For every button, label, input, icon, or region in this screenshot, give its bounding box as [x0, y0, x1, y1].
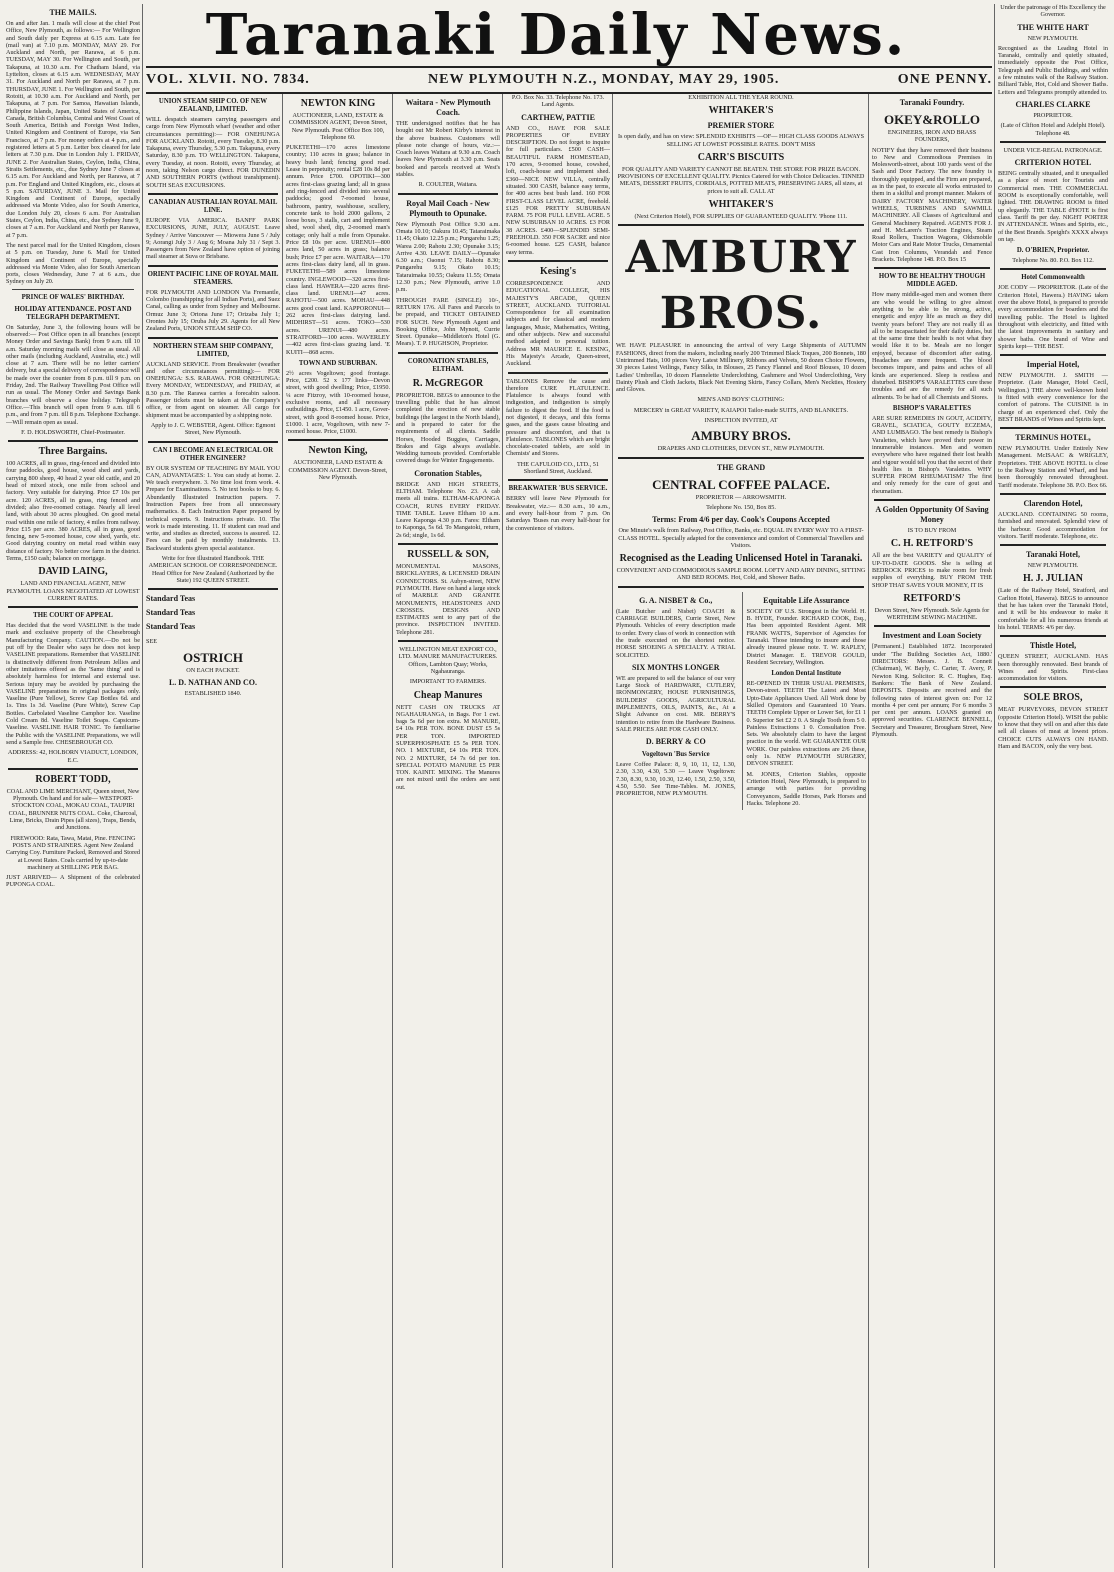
laing-heading: DAVID LAING, [38, 566, 108, 578]
dental-heading: London Dental Institute [771, 670, 842, 678]
carthew-heading: CARTHEW, PATTIE [521, 112, 595, 122]
appeal-text: Has decided that the word VASELINE is the trade mark and exclusive property of the Chesebrough Manufacturing Company. CAUTION.—Do not be put off by the Dealer who says he does not keep VASELINE preparations. Remember that VASELINE is distinctively different from Petroleum Jellies and other imitations offered as the 'Same thing' and is absolutely harmless for internal and external use. Serious injury may be avoided by purchasing the VASELINE preparations in original packages only. Vaseline (Pure Yellow), Screw Cap Bottles 6d. and 1s. Tins 1s 3d. Vaseline (Pure White), Screw Cap Bottles. Carbolated Vaseline Camphor Ice. Vaseline Cold Cream 8d. Vaseline Toilet Soaps. Capsicum-Vaseline. VASELINE HAIR TONIC. To familiarise the Public with the VASELINE Preparations, we will send a Sample free. CHESEBROUGH CO. [6, 622, 140, 746]
newton-foot-text: AUCTIONEER, LAND ESTATE & COMMISSION AGENT. Devon-Street, New Plymouth. [288, 459, 388, 482]
kesings-heading: Kesing's [539, 265, 577, 277]
bargains-text: 100 ACRES, all in grass, ring-fenced and divided into four paddocks, good house, wood shed and yards, carrying 800 sheep, 40 head 2 year old cattle, and 20 head of mixed stock, one mile from school and factory. Very suitable for dairying. Price £7 10s per acre. 120 ACRES, all in grass, ring fenced and divided; also five-roomed cottage. Nearly all level land, with about 30 acres ploughed. On good metal road within one mile of factory, 4 miles from railway. Price £15 per acre. 380 ACRES, all in grass, good fencing, new 5-roomed house, cow shed, yards, etc. Good dairying country on metal road within easy distance of factory. No better cow farm in the district. Terms, £150 cash; balance on mortgage. [6, 460, 140, 562]
equitable-text: SOCIETY OF U.S. Strongest in the World. H. B. HYDE, Founder. RICHARD COOK, Esq., Has been appointed Resident Agent. MR FRANK WATTS, Supervisor of Agencies for Taranaki. Those intending to insure and those already insured please note. T. W. RAPLEY, District Manager. E. TREVOR GOULD, Resident Secretary, Wellington. [746, 607, 866, 666]
teas-line-3: Standard Teas [146, 622, 196, 632]
central-telephone: Telephone No. 150, Box 85. [706, 503, 776, 511]
retford-text: All are the best VARIETY and QUALITY of UP-TO-DATE GOODS. She is selling at BEDROCK PRICES to make room for fresh supplies of everything. BUY FROM THE SHOP THAT SAVES YOUR MONEY, IT IS [872, 552, 992, 589]
masthead [146, 4, 966, 66]
thistle-heading: Thistle Hotel, [1029, 641, 1077, 651]
coronation1-heading: CORONATION STABLES, ELTHAM. [407, 357, 489, 373]
thistle-text: QUEEN STREET, AUCKLAND. HAS been thoroughly renovated. Best brands of Wines and Spirits. First-class accommodation for visitors. [998, 653, 1108, 683]
russell-text: MONUMENTAL MASONS, BRICKLAYERS, & LICENSED DRAIN CONNECTORS. St. Aubyn-street, NEW PLYMOUTH. Have on hand a large stock of MARBLE AND GRANITE MONUMENTS, HEADSTONES AND CROSSES. DESIGNS AND ESTIMATES sent to any part of the province. INSPECTION INVITED. Telephone 281. [396, 563, 500, 636]
recognised-text: CONVENIENT AND COMMODIOUS SAMPLE ROOM. LOFTY AND AIRY DINING, SITTING AND BED ROOMS. Hot, Cold, and Shower Baths. [616, 567, 866, 582]
bishop-text: ARE SURE REMEDIES IN GOUT, ACIDITY, GRAVEL, SCIATICA, GOUTY ECZEMA, AND LUMBAGO. The best remedy is Bishop's Varalettes, which have proved their power in innumerable instances. Men and women everywhere who have regained their lost health and vigour would tell you that the secret of their health lies in Bishop's Varalettes. WHY SUFFER FROM RHEUMATISM? The first and only remedy for the cure of gout and rheumatism. [872, 414, 992, 495]
whitehart-heading: THE WHITE HART [1017, 22, 1089, 32]
canadian-heading: CANADIAN AUSTRALIAN ROYAL MAIL LINE. [148, 198, 278, 214]
column-4 [396, 94, 500, 1568]
russell-heading: RUSSELL & SON, [407, 549, 489, 561]
coronation2-text: BRIDGE AND HIGH STREETS, ELTHAM. Telephone No. 23. A cab meets all trains. ELTHAM-KAPONGA COACH, RUNS EVERY FRIDAY. TIME TABLE. Leave Eltham 10 a.m. Leave Kaponga 4.30 p.m. Fares: Eltham to Kaponga, 5s 6d. To Mangatoki, return, 2s 6d; single, 1s 6d. [396, 480, 500, 539]
vogeltown-heading: Vogeltown 'Bus Service [641, 751, 710, 759]
nisbet-text: (Late Butcher and Nisbet) COACH & CARRIAGE BUILDERS, Currie Street, New Plymouth. Vehicles of every description made to order. Every class of work in connection with the trade executed on the shortest notice. HORSE SHOEING A SPECIALTY. A TRIAL SOLICITED. [616, 607, 736, 659]
nathan-heading: L. D. NATHAN AND CO. [168, 677, 258, 687]
wellington-meat-text: WELLINGTON MEAT EXPORT CO., LTD. MANURE MANUFACTURERS. Offices, Lambton Quay; Works, Ngahauranga. [398, 646, 498, 675]
imperial-heading: Imperial Hotel, [1026, 360, 1080, 370]
ics-text: Write for free illustrated Handbook. THE AMERICAN SCHOOL OF CORRESPONDENCE. Head Office for New Zealand (Authorized by the State) 192 QUEEN STREET. [148, 555, 278, 584]
equitable-heading: Equitable Life Assurance [763, 595, 850, 605]
manures-heading: Cheap Manures [413, 689, 483, 701]
parcel-notice-text: The next parcel mail for the United Kingdom, closes at 5 p.m. on Tuesday, June 6. Mail for United Kingdom and Continent of Europe, specially addressed via Monte Video, also for South American ports, closes Wednesday, June 7 at 6 a.m., due Sydney on July 20. [6, 241, 140, 286]
ussco-heading: UNION STEAM SHIP CO. OF NEW ZEALAND, LIMITED. [158, 98, 268, 113]
mcgregor-text: PROPRIETOR. BEGS to announce to the travelling public that he has almost completed the erection of new stable buildings (the largest in the North Island), and is prepared to cater for the requirements of all clients. Saddle Horses, Hooded Buggies, Carriages, Brakes and Gigs always available. Wedding turnouts provided. Comfortable covered drags for Winter Engagements. [396, 391, 500, 465]
healthy-text: How many middle-aged men and women there are who would be willing to give almost anything to be able to be strong, active, energetic and enjoy life as much as they did twenty years before! They are not really ill as all to be incapacitated for their daily duties, but at the same time their health is not what they would like it to be. Meals are no longer enjoyed, because of discomfort after eating. Headaches are more frequent. The blood becomes impure, and pains and aches of all kinds are experienced. Sleep is restless and disturbed. BISHOP'S VARALETTES cure these troubles and are the remedy for all such ailments. To be had of all Chemists and Stores. [872, 291, 992, 401]
northern-text: AUCKLAND SERVICE. From Breakwater (weather and other circumstances permitting):— FOR ONEHUNGA: S.S. RARAWA. FOR ONEHUNGA: Every MONDAY, WEDNESDAY, and FRIDAY, at 8.30 p.m. The Rarawa carries a forecabin saloon. Passenger tickets must be taken at the Company's office, or from agent on steamer. All cargo for shipment must be accompanied by a shipping note. [146, 360, 280, 419]
newspaper-page [6, 4, 1108, 1568]
criterion-heading: CRITERION HOTEL [1014, 158, 1092, 168]
golden-sub: IS TO BUY FROM [907, 527, 957, 535]
webster-text: Apply to J. C. WEBSTER, Agent. Office: Egmont Street, New Plymouth. [150, 421, 276, 437]
opunake-text: New Plymouth Post Office 9.30 a.m. Omata 10.10; Oakura 10.45; Tataraimaka 11.45; Okato 12.25 p.m.; Pungarehu 1.25; Warea 2.00; Rahotu 2.30; Opunake 3.15; Arrive 4.30. LEAVE DAILY—Opunake 6.30 a.m.; Oaonui 7.15; Rahotu 8.30; Pungarehu 9.15; Okato 10.15; Tataraimaka 10.55; Oakura 11.55; Omata 12.30 p.m.; New Plymouth, arrive 1.0 p.m. [396, 220, 500, 294]
column-3 [286, 94, 390, 1568]
okey-sub: ENGINEERS, IRON AND BRASS FOUNDERS, [887, 129, 977, 144]
investment-text: [Permanent.] Established 1872. Incorporated under 'The Building Societies Act, 1880.' DIRECTORS: Messrs. J. B. Connett (Chairman), W. Bayly, C. Carter, T. Avery, P. Newton King. Solicitor: R. C. Hughes, Esq. Bankers: The Bank of New Zealand. DEPOSITS. Deposits are received and the following rates of interest given on: For 12 months 4 per cent per annum; For 6 months 3 per cent per annum. LOANS granted on approved securities. CLARENCE BENNELL, Secretary and Treasurer, Brougham Street, New Plymouth. [872, 643, 992, 738]
todd-text: COAL AND LIME MERCHANT, Queen street, New Plymouth. On hand and for sale— WESTPORT-STOCKTON COAL, MOKAU COAL, TAUPIRI COAL, BRUNNER NUTS COAL. Coke, Charcoal, Lime, Bricks, Drain Pipes (all sizes), Traps, Bends, and Junctions. [6, 787, 140, 832]
ostrich-see: SEE [146, 638, 158, 646]
holiday-text: On Saturday, June 3, the following hours will be observed:— Post Office open in all branches (except Money Order and Savings Bank) from 9 a.m. till 10 a.m. Saturday morning mails will close as usual. All other mails (including Auckland, Australia, etc.) will close at 7 a.m. There will be no letter carriers' delivery, but a special delivery of correspondence will be made over the counter from 8 p.m. till 9 p.m. on Friday, 2nd. The Railway Travelling Post Office will run as usual. The Money Order and Savings Bank branches will observe a close holiday. Telegraph Office.—This branch will open from 9 a.m. till 6 p.m., and from 7 p.m. till 8 p.m. Telephone Exchange.—Will remain open as usual. [6, 323, 140, 426]
coach-text: THE undersigned notifies that he has bought out Mr Robert Kirby's interest in the above business. Customers will please note change of hours, viz.:— Coach leaves Waitara at 9.30 a.m. Coach leaves New Plymouth at 3.30 p.m. Seats booked and parcels received at West's stables. [396, 120, 500, 179]
column-5 [506, 94, 610, 1568]
retford-heading: C. H. RETFORD'S [890, 538, 974, 550]
birthday-heading: PRINCE OF WALES' BIRTHDAY. [21, 293, 125, 301]
central-heading: CENTRAL COFFEE PALACE. [652, 476, 830, 492]
manures-pre: IMPORTANT TO FARMERS. [409, 678, 487, 686]
terminus-heading: TERMINUS HOTEL, [1015, 433, 1091, 443]
column-1 [6, 4, 140, 1568]
mjones-text: M. JONES, Criterion Stables, opposite Criterion Hotel, New Plymouth, is prepared to arrange with parties for providing Conveyances, Saddle Horses, Park Horses and Hacks. Telephone 20. [746, 770, 866, 807]
taranaki-hotel-heading: Taranaki Hotel, [1026, 550, 1080, 560]
dateline-bar [146, 66, 992, 94]
sole-text: MEAT PURVEYORS, DEVON STREET (opposite Criterion Hotel). WISH the public to know that they will on and after this date sell all classes of meat at lowest prices. CHOICE CUTS ALWAYS ON HAND. Ham and BACON, only the very best. [998, 706, 1108, 750]
six-months-text: WE are prepared to sell the balance of our very Large Stock of HARDWARE, CUTLERY, IRONMONGERY, HOUSE FURNISHINGS, BUILDERS' GOODS, AGRICULTURAL IMPLEMENTS, OILS, PAINTS, &c., At a Slight Advance on cost. MR. BERRY'S intention to retire from the Hardware Business. SALE PRICES ARE FOR CASH ONLY. [616, 674, 736, 733]
todd-heading: ROBERT TODD, [35, 773, 111, 785]
vogeltown-text: Leave Coffee Palace: 8, 9, 10, 11, 12, 1.30, 2.30, 3.30, 4.30, 5.30 — Leave Vogeltown: 7.30, 8.30, 9.30, 10.30, 12.40, 1.50, 2.50, 3.50, 4.50, 5.50. See Time-Tables. M. JONES, PROPRIETOR, NEW PLYMOUTH. [616, 761, 736, 798]
firewood-text: FIREWOOD: Rata, Tawa, Matai, Pine. FENCING POSTS AND STRAINERS. Agent New Zealand Carrying Coy. Furniture Packed, Removed and Stored at Lowest Rates. Coals carried by up-to-date machinery at SHILLING PER BAG. [6, 834, 140, 871]
clarendon-heading: Clarendon Hotel, [1023, 498, 1083, 508]
ambury-text: WE HAVE PLEASURE in announcing the arrival of very Large Shipments of AUTUMN FASHIONS, direct from the makers, including nearly 200 Trimmed Black Toques, 200 Bonnets, 180 Untrimmed Hats, 100 pieces Very Latest Millinery, Ribbons and Velvets, 50 dozen Choice Flowers, 30 pieces Latest Veilings, Fancy Silks, in Blouses, 25 Fancy Flannel and Roof Blouses, 10 dozen Ladies' Umbrellas, 10 dozen Flannelette Underclothing, Cashmere and Wool Underclothing, Very Dainty Plush and Cloth Jackets, Black Net Evening Skirts, Fancy Collars, Men's Neckties, Hosiery and Gloves. [616, 342, 866, 394]
healthy-heading: HOW TO BE HEALTHY THOUGH MIDDLE AGED. [878, 273, 986, 289]
terminus-text: NEW PLYMOUTH. Under Entirely New Management. McISAAC & WRIGLEY, Proprietors. THE ABOVE HOTEL is close to the Railway Station and Wharf, and has been thoroughly renovated throughout. Tariff moderate. Telephone 38. P.O. Box 66. [998, 445, 1108, 489]
exhibition-line: EXHIBITION ALL THE YEAR ROUND. [688, 94, 794, 101]
retford2-text: Devon Street, New Plymouth. Sole Agents for WERTHEIM SEWING MACHINE. [874, 606, 990, 622]
electrical-heading: CAN I BECOME AN ELECTRICAL OR OTHER ENGINEER? [152, 446, 274, 462]
carrs-heading: CARR'S BISCUITS [697, 151, 785, 163]
opunake-heading: Royal Mail Coach - New Plymouth to Opunake. [406, 198, 490, 218]
mens-line: MEN'S AND BOYS' CLOTHING: [697, 396, 785, 404]
publication-date: NEW PLYMOUTH N.Z., MONDAY, MAY 29, 1905. [428, 72, 780, 87]
coronation2-heading: Coronation Stables, [414, 468, 482, 478]
imperial-text: NEW PLYMOUTH. J. SMITH — Proprietor. (Late Manager, Hotel Cecil, Wellington.) THE above well-known hotel is fitted with every convenience for the comfort of patrons. The CUISINE is in charge of an experienced chef. Only the BEST BRANDS of Wines and Spirits kept. [998, 372, 1108, 423]
whitakers2-heading: WHITAKER'S [708, 199, 774, 211]
nisbet-heading: G. A. NISBET & Co., [639, 595, 713, 605]
clarke-heading: CHARLES CLARKE [1015, 99, 1091, 109]
commonwealth-heading: Hotel Commonwealth [1021, 274, 1085, 282]
whitakers-text: Is open daily, and has on view: SPLENDID EXHIBITS —OF— HIGH CLASS GOODS ALWAYS SELLING AT LOWEST POSSIBLE RATES. DON'T MISS [617, 133, 865, 148]
central-text: One Minute's walk from Railway, Post Office, Banks, etc. EQUAL IN EVERY WAY TO A FIRST-CLASS HOTEL. Specially adapted for the convenience and comfort of Commercial Travellers and Visitors. [618, 527, 864, 549]
laing-text: LAND AND FINANCIAL AGENT, NEW PLYMOUTH. LOANS NEGOTIATED AT LOWEST CURRENT RATES. [6, 580, 140, 602]
teas-line-1: Standard Teas [146, 594, 196, 604]
breakwater-text: BERRY will leave New Plymouth for Breakwater, viz.:— 8.30 a.m., 10 a.m., and every half-hour from 7 p.m. On Saturdays 'Buses run every half-hour for the convenience of visitors. [506, 495, 610, 532]
holiday-heading: HOLIDAY ATTENDANCE. POST AND TELEGRAPH DEPARTMENT. [14, 305, 132, 321]
column-8 [998, 4, 1108, 1568]
bargains-heading: Three Bargains. [38, 446, 108, 458]
town-heading: TOWN AND SUBURBAN. [298, 359, 378, 367]
carrs-text: FOR QUALITY AND VARIETY CANNOT BE BEATEN. THE STORE FOR PRIZE BACON. PROVISIONS OF EXCELLENT QUALITY. Picnics Catered for with Choice Delicacies. TINNED MEATS, DESSERT FRUITS, CORDIALS, POTTED MEATS, PRESERVING JARS, all sizes, at prices to suit all. CALL AT [617, 165, 865, 195]
commonwealth-text: JOE CODY — PROPRIETOR. (Late of the Criterion Hotel, Hawera.) HAVING taken over the above Hotel, is prepared to provide every accommodation for boarders and the travelling public. The Hotel is lighted throughout with electricity, and fitted with the latest improvements in sanitary and shower baths. One brand of Wine and Spirits kept— THE BEST. [998, 284, 1108, 350]
golden-heading: A Golden Opportunity Of Saving Money [875, 505, 989, 525]
six-months-heading: SIX MONTHS LONGER [631, 662, 720, 672]
nathan-sub: ESTABLISHED 1840. [184, 689, 242, 697]
arrived-text: JUST ARRIVED— A Shipment of the celebrated PUPONGA COAL. [6, 874, 140, 889]
clarendon-text: AUCKLAND. CONTAINING 50 rooms, furnished and renovated. Splendid view of the harbour. Good accommodation for visitors. Tariff moderate. Telephone, etc. [998, 510, 1108, 540]
criterion-pre: UNDER VICE-REGAL PATRONAGE. [1003, 146, 1103, 154]
grand-heading: THE GRAND [716, 462, 766, 472]
holiday-signature: F. D. HOLDSWORTH, Chief-Postmaster. [21, 428, 125, 436]
town-text: 2½ acres Vogeltown; good frontage. Price, £200. 52 x 177 links—Devon street, with good dwelling; Price, £1950. ¼ acre Fitzroy, with 10-roomed house, exclusive rooms, and all necessary outbuildings. Price, £1450. 1 acre, Gover-street, with good 8-roomed house. Price, £1000. 1 acre, Vogeltown, with new 7-roomed house. Price, £1000. [286, 369, 390, 436]
terms-line: Terms: From 4/6 per day. Cook's Coupons Accepted [652, 515, 830, 525]
clarke-sub: PROPRIETOR. [1033, 111, 1073, 119]
electrical-text: BY OUR SYSTEM OF TEACHING BY MAIL YOU CAN, ADVANTAGES: 1. You can study at home. 2. We teach everywhere. 3. No time lost from work. 4. Prepare for Examinations. 5. No text books to buy. 6. Abundantly Illustrated Instruction papers. 7. Instruction Papers free from all unnecessary mathematics. 8. Each Instruction Paper prepared by technical experts. 9. Instructions private. 10. The work is made interesting. 11. If student can read and write, and studies as directed, success is assured. 12. Fees can be paid by monthly instalments. 13. Backward students given special assistance. [146, 464, 280, 552]
bishop-heading: BISHOP'S VARALETTES [892, 404, 972, 412]
whitehart-text: Recognised as the Leading Hotel in Taranaki, centrally and quietly situated, immediately opposite the Post Office, Telegraph and Public Buildings, and within a few minutes walk of the Railway Station. Billiard Table, Hot, Cold and Shower Baths. Letters and Telegrams promptly attended to. [998, 44, 1108, 96]
volume-number: VOL. XLVII. NO. 7834. [146, 72, 310, 87]
recognised-heading: Recognised as the Leading Unlicensed Hotel in Taranaki. [619, 553, 863, 565]
investment-heading: Investment and Loan Society [882, 631, 982, 641]
julian-text: (Late of the Railway Hotel, Stratford, and Carlton Hotel, Hawera). BEGS to announce that he has taken over the Taranaki Hotel, and it will be his endeavour to make it comfortable for all his numerous friends at his hotel. TERMS: 4/6 per day. [998, 587, 1108, 631]
whitehart-sub: NEW PLYMOUTH. [1027, 34, 1079, 42]
cafuloid-text: THE CAFULOID CO., LTD., 51 Shortland Street, Auckland. [517, 460, 599, 476]
whitakers-heading: WHITAKER'S [708, 105, 774, 117]
mcgregor-heading: R. McGREGOR [412, 377, 484, 389]
column-7 [872, 94, 992, 1568]
central-proprietor: PROPRIETOR — ARROWSMITH. [695, 493, 787, 501]
ostrich-heading: OSTRICH [183, 649, 243, 665]
foundry-heading: Taranaki Foundry. [899, 98, 965, 107]
breakwater-heading: BREAKWATER 'BUS SERVICE. [508, 485, 608, 493]
coach-sign: R. COULTER, Waitara. [418, 181, 478, 189]
dental-text: RE-OPENED IN THEIR USUAL PREMISES, Devon-street. TEETH The Latest and Most Upto-Date Appliances Used. All Work done by Skilled Operators and Guaranteed 10 Years. TEETH Complete Upper or Lower Set, for £1 1 0. Superior Set £2 2 0. A Single Tooth from 5 0. Painless Extractions 1 0. Consultation Free. Sets. We absolutely claim to have the largest practice in the world. WE GUARANTEE OUR WORK. Our painless extractions are 2/6 these, only 1s. NEW PLYMOUTH SURGERY, DEVON STREET. [746, 680, 866, 768]
northern-heading: NORTHERN STEAM SHIP COMPANY, LIMITED, [153, 342, 273, 358]
inspection-line: INSPECTION INVITED, AT [704, 417, 778, 425]
coach-heading: Waitara - New Plymouth Coach. [405, 98, 491, 117]
price: ONE PENNY. [897, 72, 992, 87]
mails-heading: THE MAILS. [49, 8, 97, 17]
orient-heading: ORIENT PACIFIC LINE OF ROYAL MAIL STEAMERS. [147, 270, 279, 286]
retford2-heading: RETFORD'S [903, 592, 961, 604]
newton-listings: PUKETETHI—170 acres limestone country; 110 acres in grass; balance in heavy bush land; fencing good road. Lease in perpetuity; rental £28 10s 8d per annum. Price £700. OPOTIKI—300 acres first-class grazing land; all in grass and ring-fenced and divided into several paddocks; good 7-roomed house, bathroom, pantry, washhouse, scullery, concrete tank to hold 2000 gallons, 2 loose boxes, 3 stalls, cart and implement shed, wool shed, dip, 2-roomed man's cottage; only half a mile from Opunake. Price £8 10s per acre. URENUI—800 acres land, 50 acres in grass; balance bush; Price £7 per acre. WAITARA—170 acres first-class dairy land, all in grass. FUKETETHI—589 acres limestone country. INGLEWOOD—320 acres first-class land. HAWERA—220 acres first-class land. URENUI—47 acres. RAHOTU—500 acres. MOHAU—448 acres good coast land. KAPPORONUI—262 acres first-class dairying land. MIDHIRST—51 acres. TOKO—530 acres. URENUI—480 acres. STRATFORD—100 acres. WAVERLEY—402 acres first-class grazing land. 'E KUITI—868 acres. [286, 144, 390, 356]
teas-line-2: Standard Teas [146, 608, 196, 618]
obrien-sub: Telephone No. 80. P.O. Box 112. [1012, 257, 1094, 265]
carthew-pre: P.O. Box No. 33. Telephone No. 173. Land Agents. [511, 94, 605, 109]
ambury2-text: DRAPERS AND CLOTHIERS, DEVON ST., NEW PLYMOUTH. [657, 445, 825, 453]
newton-text: AUCTIONEER, LAND, ESTATE & COMMISSION AGENT, Devon Street, New Plymouth. Post Office Box 100, Telephone 60. [288, 112, 388, 141]
kesings-text: CORRESPONDENCE AND EDUCATIONAL COLLEGE, HIS MAJESTY'S ARCADE, QUEEN STREET, AUCKLAND. TUITORIAL Correspondence for all examination subjects and for classical and modern languages, Music, Mathematics, Writing, and other subjects. New and successful method adapted to personal tuition. Address MR MAURICE E. KESING, His Majesty's Arcade, Queen-street, Auckland. [506, 279, 610, 368]
ambury2-heading: AMBURY BROS. [691, 428, 791, 444]
masthead-title: Taranaki Daily News. [205, 2, 907, 68]
mercery-line: MERCERY in GREAT VARIETY, KAIAPOI Tailor-made SUITS, AND BLANKETS. [633, 406, 849, 414]
ussco-text: WILL despatch steamers carrying passengers and cargo from New Plymouth wharf (weather and other circumstances permitting):— FOR ONEHUNGA FOR AUCKLAND. Rotoiti, every Tuesday, 8.30 p.m. Takapuna, every Thursday, 5.30 p.m. Takapuna, every Saturday, 8.30 p.m. TO WELLINGTON. Takapuna, every Tuesday, at noon. Rotoiti, every Thursday, at noon, taking Nelson cargo direct. FOR DUNEDIN AND SOUTHERN PORTS (without transhipment). SOUTH SEAS EXCURSIONS. [146, 116, 280, 189]
through-text: THROUGH FARE (SINGLE) 10/-, RETURN 17/6. All Fares and Parcels to be prepaid, and TICKET OBTAINED FOR SUCH. New Plymouth Agent and Booking Office, John Mynott, Currie Street. Opunake—Middleton's Hotel (G. Mears). T. P. HUGHSON, Proprietor. [396, 296, 500, 348]
okey-heading: OKEY&ROLLO [883, 112, 981, 127]
ambury-banner: AMBURY BROS. [625, 232, 857, 340]
whitakers-sub: PREMIER STORE [707, 121, 775, 131]
manures-text: NETT CASH ON TRUCKS AT NGAHAURANGA, in Bags. For 1 cwt. bags 5s 6d per ton extra. M MANURE, £4 10s PER TON. BONE DUST £5 5s PER TON. IMPORTED SUPERPHOSPHATE £5 5s PER TON. NO. 1 MIXTURE, £4 10s PER TON. NO. 2 MIXTURE, £4 7s 6d per ton. SPECIAL POTATO MANURE £5 PER TON. KAINIT. MIXING. The Manures are not mixed until the orders are sent out. [396, 703, 500, 791]
column-2 [146, 94, 280, 1568]
taranaki-hotel-sub: NEW PLYMOUTH. [1027, 562, 1079, 570]
criterion-text: BEING centrally situated, and it unequalled as a place of resort for Tourists and Commercial men. THE COMMERCIAL ROOM is exceptionally comfortable, well lighted. THE DRAWING ROOM is fitted up elegantly. THE TABLE d'HOTE is first class. Tariff 8s per day. NIGHT PORTER IN ATTENDANCE. Wines and Spirits, etc., of the Best Brands. Speight's XXXX always on tap. [998, 170, 1108, 243]
appeal-heading: THE COURT OF APPEAL [33, 612, 113, 620]
clarke-text: (Late of Clifton Hotel and Adelphi Hotel). Telephone 48. [1000, 122, 1106, 137]
column-6 [616, 94, 866, 1568]
sole-heading: SOLE BROS, [1023, 692, 1083, 704]
carthew-text: AND CO., HAVE FOR SALE PROPERTIES OF EVERY DESCRIPTION. Do not forget to inquire for full particulars. £500 CASH—BEAUTIFUL FARM HOMESTEAD, 170 acres, 9-roomed house, cowshed, loft, coach-house and implement shed. £360—NICE NEW VILLA, centrally situated. 300 CASH, balance easy terms, for 400 acres best bush land. 160 FOR FIRST-CLASS LEVEL ACRE, freehold. £125 FOR PRETTY SUBURBAN FARM. 75 FOR FULL LEVEL ACRE. 5 NEW SUBURBAN 10 ACRES. £3 FOR 38 ACRES. £400—SPLENDID SEMI-FREEHOLD. 350 FOR SACRE and nice 6-roomed house. £25 CASH, balance easy terms. [506, 124, 610, 256]
julian-heading: H. J. JULIAN [1022, 573, 1083, 585]
patronage-text: Under the patronage of His Excellency the Governor. [1000, 4, 1106, 19]
newton-heading: NEWTON KING [300, 98, 376, 109]
newton-foot-heading: Newton King, [308, 445, 368, 457]
obrien-heading: D. O'BRIEN, Proprietor. [1016, 247, 1090, 255]
vaseline-address: ADDRESS: 42, HOLBORN VIADUCT, LONDON, E.C. [7, 749, 139, 764]
tablones-text: TABLONES Remove the cause and therefore CURE FLATULENCE. Flatulence is always found with indigestion, and indigestion is simply failure to digest the food. If the food is not digested, it decays, and this forms gases, and the gases cause bloating and pressure and discomfort, and that is Flatulence. TABLONES which are bright chocolate-coated tablets, are sold in Chemists' and Stores. [506, 377, 610, 458]
whitakers2-text: (Next Criterion Hotel), FOR SUPPLIES OF GUARANTEED QUALITY. 'Phone 111. [634, 213, 848, 221]
ostrich-sub: ON EACH PACKET. [186, 666, 240, 674]
canadian-text: EUROPE VIA AMERICA. BANFF PARK EXCURSIONS, JUNE, JULY, AUGUST. Leave Sydney / Arrive Vancouver — Miowera June 5 / July 9; Aorangi July 3 / Aug 6; Moana July 31 / Sept 3. Passengers from New Zealand have option of joining mail steamer at Suva or Brisbane. [146, 216, 280, 261]
orient-text: FOR PLYMOUTH AND LONDON Via Fremantle, Colombo (transhipping for all Indian Ports), and Suez Canal, calling as under from Sydney and Melbourne. Ormuz June 3; Ortona June 17; Orizaba July 1; Orontes July 15; Oruba July 29. Agents for all New Zealand Ports, UNION STEAM SHIP CO. [146, 288, 280, 333]
berry-heading: D. BERRY & CO [645, 737, 706, 747]
okey-text: NOTIFY that they have removed their business to New and Commodious Premises in Molesworth-street, about 100 yards west of the Sash and Door Factory. The new foundry is thoroughly equipped, and the Firm are prepared, as in the past, to execute all works entrusted to them in a skilful and prompt manner. Makers of DAIRY FACTORY MACHINERY, WATER WHEELS, TURBINES AND SAWMILL MACHINERY. All Classes of Agricultural and General Machinery Repaired. AGENTS FOR J. and H. McLaren's Traction Engines, Steam Road Rollers, Traction Wagons, Oldsmobile Motor Cars and Rate Motor Trucks, Ornamental Cast Iron Columns, Verandah and Fence Brackets. Telephone 148. P.O. Box 15 [872, 146, 992, 264]
mails-text: On and after Jan. 1 mails will close at the chief Post Office, New Plymouth, as follows:— For Wellington and South daily per Express at 6.15 a.m. Late fee (mail van) at 7.10 p.m. MONDAY, MAY 29. For Auckland and North, per Rarawa, at 6 p.m. TUESDAY, MAY 30. For Wellington and South, per Takapuna, at 10.30 a.m. For Chatham Island, via Lyttelton, closes at 6.15 a.m. WEDNESDAY, MAY 31. For Auckland and North per Rarawa, at 7 p.m. THURSDAY, JUNE 1. For Wellington and South, per Rotoiti, at 10.30 a.m. For Auckland and North, per Takapuna, at 7 p.m. For Samoa, Hawaiian Islands, Philippine Islands, Japan, United States of America, Canada, British Columbia, Central and West Coast of South America, British and Foreign West Indies, United Kingdom and Continent of Europe, via San Francisco, at 7 p.m. For money orders at 4 p.m., and registered letters at 5 p.m. Letter box cleared for late letters at 7.30 p.m. Due in London July 1. FRIDAY, JUNE 2. For Australian States, Ceylon, India, China, Straits Settlements, etc., due Sydney June 7 closes at 6.15 a.m. For Auckland and North, per Rarawa, at 7 p.m. For England and United Kingdom, etc., closes at 5 p.m. SATURDAY, JUNE 3. Mail for United Kingdom and Continent of Europe, specially addressed via Monte Video, also for South America, due London July 20, closes 6 a.m. For Australian States, Ceylon, India, China, etc., due Sydney June 9, closes at 7 a.m. For Auckland and North per Rarawa, at 7 p.m. [6, 20, 140, 239]
